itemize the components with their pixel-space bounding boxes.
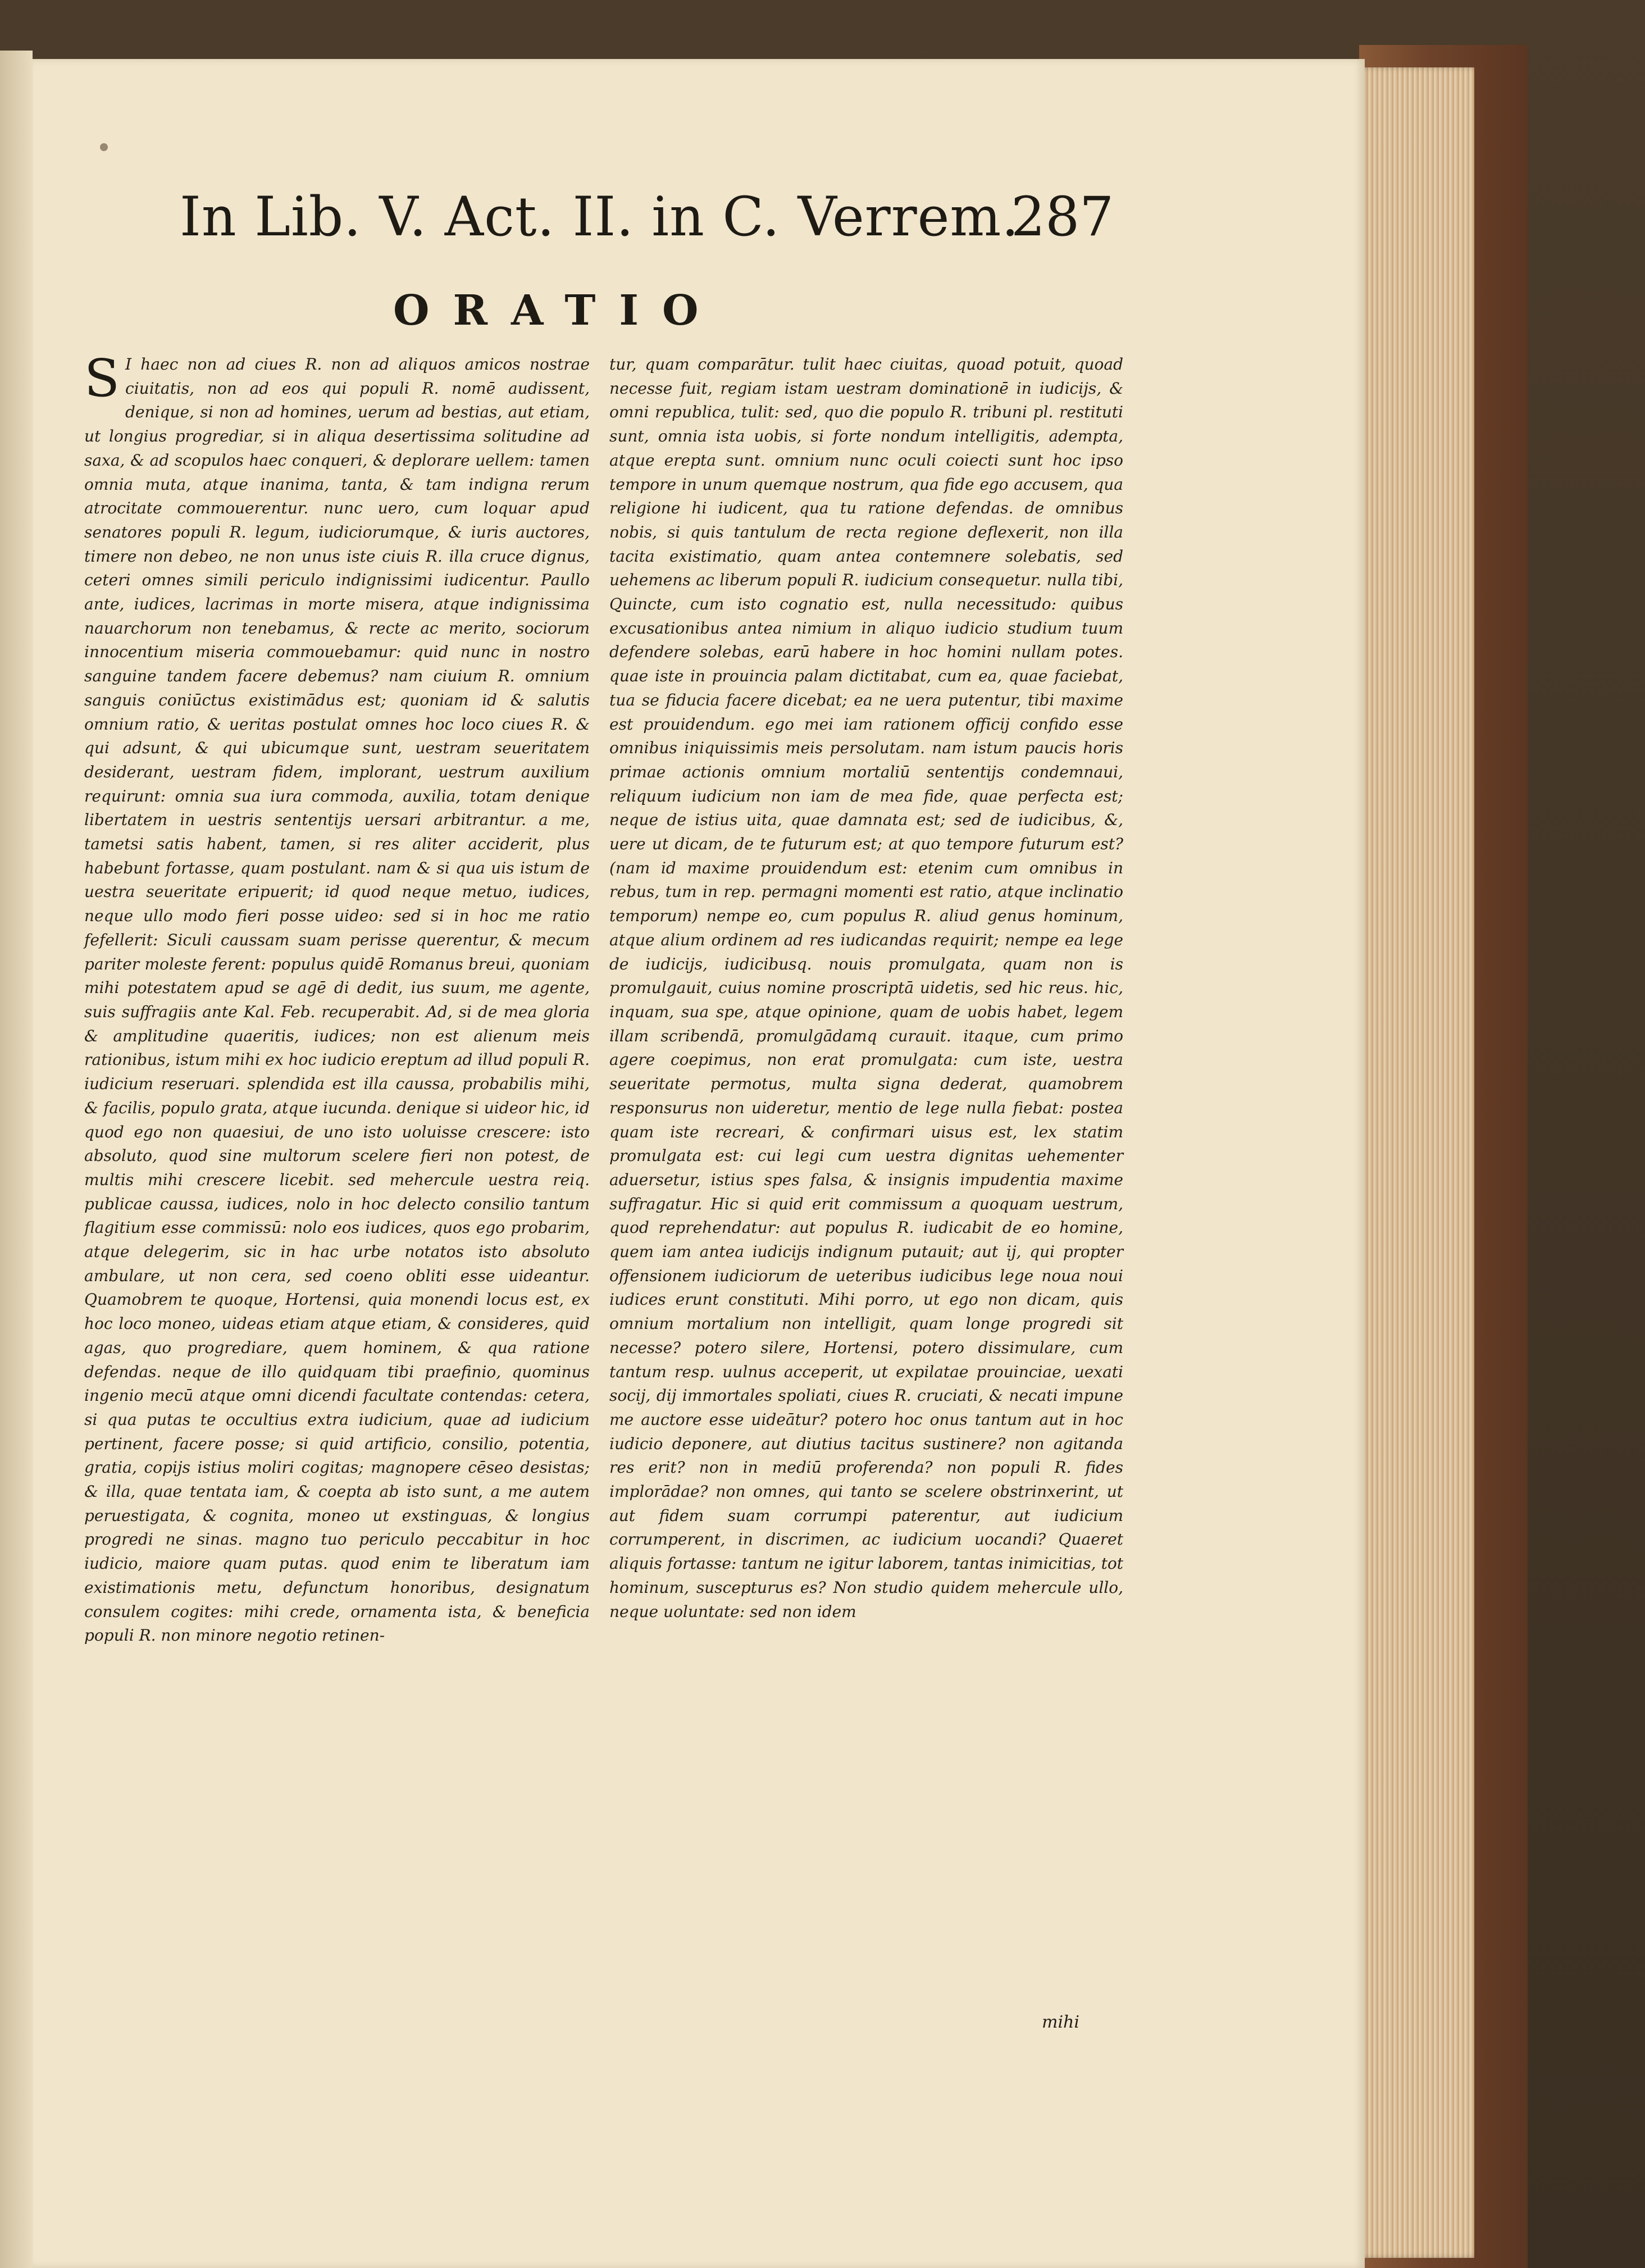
left-column-text: I haec non ad ciues R. non ad aliquos amicos nostrae ciuitatis, non ad eos qui populi R. nomē audissent, denique, si non ad homines, uerum ad bestias, aut etiam, ut longius progrediar, si in aliqua desertissima solitudine ad saxa, & ad scopulos haec conqueri, & deplorare uellem: tamen omnia muta, atque inanima, tanta, & tam indigna rerum atrocitate commouerentur. nunc uero, cum loquar apud senatores populi R. legum, iudiciorumque, & iuris auctores, timere non debeo, ne non unus iste ciuis R. illa cruce dignus, ceteri omnes simili periculo indignissimi iudicentur. Paullo ante, iudices, lacrimas in morte misera, atque indignissima nauarchorum non tenebamus, & recte ac merito, sociorum innocentium miseria commouebamur: quid nunc in nostro sanguine tandem facere debemus? nam ciuium R. omnium sanguis coniūctus existimādus est; quoniam id & salutis omnium ratio, & ueritas postulat omnes hoc loco ciues R. & qui adsunt, & qui ubicumque sunt, uestram seueritatem desiderant, uestram fidem, implorant, uestrum auxilium requirunt: omnia sua iura commoda, auxilia, totam denique libertatem in uestris sententijs uersari arbitrantur. a me, tametsi satis habent, tamen, si res aliter acciderit, plus habebunt fortasse, quam postulant. nam & si qua uis istum de uestra seueritate eripuerit; id quod neque metuo, iudices, neque ullo modo fieri posse uideo: sed si in hoc me ratio fefellerit: Siculi caussam suam perisse querentur, & mecum pariter moleste ferent: populus quidē Romanus breui, quoniam mihi potestatem apud se agē di dedit, ius suum, me agente, suis suffragiis ante Kal. Feb. recuperabit. Ad, si de mea gloria & amplitudine quaeritis, iudices; non est alienum meis rationibus, istum mihi ex hoc iudicio ereptum ad illud populi R. iudicium reseruari. splendida est illa caussa, probabilis mihi, & facilis, populo grata, atque iucunda. denique si uideor hic, id quod ego non quaesiui, de uno isto uoluisse crescere: isto absoluto, quod sine multorum scelere fieri non potest, de multis mihi crescere licebit. sed mehercule uestra reiq. publicae caussa, iudices, nolo in hoc delecto consilio tantum flagitium esse commissū: nolo eos iudices, quos ego probarim, atque delegerim, sic in hac urbe notatos isto absoluto ambulare, ut non cera, sed coeno obliti esse uideantur. Quamobrem te quoque, Hortensi, quia monendi locus est, ex hoc loco moneo, uideas etiam atque etiam, & consideres, quid agas, quo progrediare, quem hominem, & qua ratione defendas. neque de illo quidquam tibi praefinio, quominus ingenio mecū atque omni dicendi facultate contendas: cetera, si qua putas te occultius extra iudicium, quae ad iudicium pertinent, facere posse; si quid artificio, consilio, potentia, gratia, copijs istius moliri cogitas; magnopere cēseo desistas; & illa, quae tentata iam, & coepta ab isto sunt, a me autem peruestigata, & cognita, moneo ut exstinguas, & longius progredi ne sinas. magno tuo periculo peccabitur in hoc iudicio, maiore quam putas. quod enim te liberatum iam existimationis metu, defunctum honoribus, designatum consulem cogites: mihi crede, ornamenta ista, & beneficia populi R. non minore negotio retinen- (84, 355, 590, 1645)
section-heading: ORATIO (393, 286, 722, 335)
running-title: In Lib. V. Act. II. in C. Verrem. (180, 185, 1019, 248)
catchword: mihi (1042, 2012, 1079, 2032)
left-text-column (84, 348, 590, 1648)
right-column-text: tur, quam comparātur. tulit haec ciuitas, quoad potuit, quoad necesse fuit, regiam istam uestram dominationē in iudicijs, & omni republica, tulit: sed, quo die populo R. tribuni pl. restituti sunt, omnia ista uobis, si forte nondum intelligitis, adempta, atque erepta sunt. omnium nunc oculi coiecti sunt hoc ipso tempore in unum quemque nostrum, qua fide ego accusem, qua religione hi iudicent, qua tu ratione defendas. de omnibus nobis, si quis tantulum de recta regione deflexerit, non illa tacita existimatio, quam antea contemnere solebatis, sed uehemens ac liberum populi R. iudicium consequetur. nulla tibi, Quincte, cum isto cognatio est, nulla necessitudo: quibus excusationibus antea nimium in aliquo iudicio studium tuum defendere solebas, earū habere in hoc homini nullam potes. quae iste in prouincia palam dictitabat, cum ea, quae faciebat, tua se fiducia facere dicebat; ea ne uera putentur, tibi maxime est prouidendum. ego mei iam rationem officij confido esse omnibus iniquissimis meis persolutam. nam istum paucis horis primae actionis omnium mortaliū sententijs condemnaui, reliquum iudicium non iam de mea fide, quae perfecta est; neque de istius uita, quae damnata est; sed de iudicibus, &, uere ut dicam, de te futurum est; at quo tempore futurum est? (nam id maxime prouidendum est: etenim cum omnibus in rebus, tum in rep. permagni momenti est ratio, atque inclinatio temporum) nempe eo, cum populus R. aliud genus hominum, atque alium ordinem ad res iudicandas requirit; nempe ea lege de iudicijs, iudicibusq. nouis promulgata, quam non is promulgauit, cuius nomine proscriptā uidetis, sed hic reus. hic, inquam, sua spe, atque opinione, quam de uobis habet, legem illam scribendā, promulgādamq curauit. itaque, cum primo agere coepimus, non erat promulgata: cum iste, uestra seueritate permotus, multa signa dederat, quamobrem responsurus non uideretur, mentio de lege nulla fiebat: postea quam iste recreari, & confirmari uisus est, lex statim promulgata est: cui legi cum uestra dignitas uehementer aduersetur, istius spes falsa, & insignis impudentia maxime suffragatur. Hic si quid erit commissum a quoquam uestrum, quod reprehendatur: aut populus R. iudicabit de eo homine, quem iam antea iudicijs indignum putauit; aut ij, qui propter offensionem iudiciorum de ueteribus iudicibus lege noua noui iudices erunt constituti. Mihi porro, ut ego non dicam, quis omnium mortalium non intelligit, quam longe progredi sit necesse? potero silere, Hortensi, potero dissimulare, cum tantum resp. uulnus acceperit, ut expilatae prouinciae, uexati socij, dij immortales spoliati, ciues R. cruciati, & necati impune me auctore esse uideātur? potero hoc onus tantum aut in hoc iudicio deponere, aut diutius tacitus sustinere? non agitanda res erit? non in mediū proferenda? non populi R. fides implorādae? non omnes, qui tanto se scelere obstrinxerint, ut aut fidem suam corrumpi paterentur, aut iudicium corrumperent, in discrimen, ac iudicium uocandi? Quaeret aliquis fortasse: tantum ne igitur laborem, tantas inimicitias, tot hominum, suscepturus es? Non studio quidem mehercule ullo, neque uoluntate: sed non idem (609, 355, 1123, 1621)
drop-cap: S (84, 348, 120, 408)
page-number: 287 (1011, 185, 1114, 248)
page-fore-edge (1359, 67, 1474, 2258)
page-header (180, 185, 1134, 253)
left-column-paragraph (84, 348, 590, 1648)
right-text-column (609, 353, 1123, 1624)
ink-stain (100, 143, 108, 151)
facing-page-edge (0, 51, 33, 2268)
